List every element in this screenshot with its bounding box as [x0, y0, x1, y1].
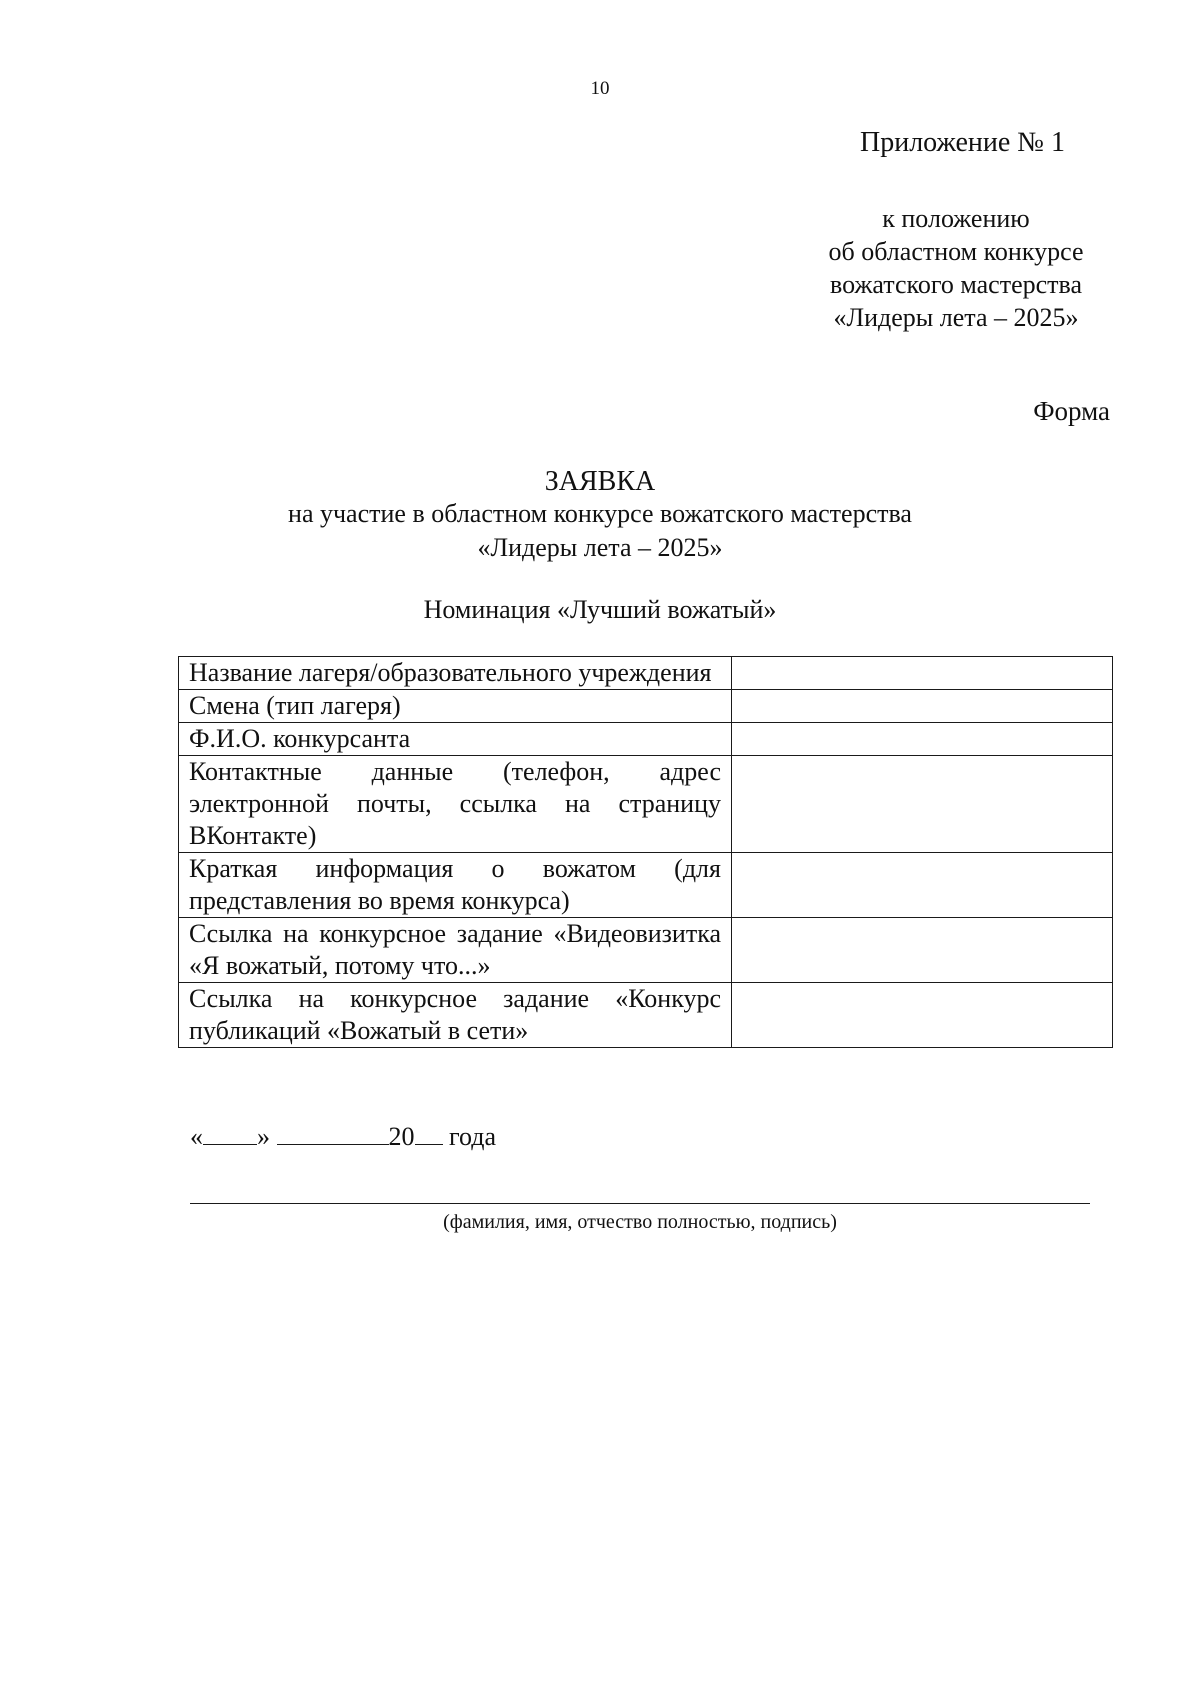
form-label: Форма [1033, 396, 1110, 426]
field-label: Название лагеря/образовательного учреждения [179, 657, 732, 690]
appendix-line: к положению [882, 204, 1030, 233]
date-line [190, 1118, 496, 1152]
table-row [179, 853, 1113, 918]
field-label: Ф.И.О. конкурсанта [179, 723, 732, 756]
field-value[interactable] [732, 756, 1113, 853]
year-blank[interactable] [415, 1118, 443, 1145]
table-row [179, 657, 1113, 690]
day-blank[interactable] [203, 1118, 257, 1145]
year-century: 20 [388, 1122, 415, 1151]
application-form-table [178, 656, 1113, 1048]
field-label: Контактные данные (телефон, адрес электронной почты, ссылка на страницу ВКонтакте) [179, 756, 732, 853]
table-row [179, 918, 1113, 983]
signature-caption: (фамилия, имя, отчество полностью, подпись) [443, 1211, 837, 1233]
date-open-quote: « [190, 1122, 203, 1151]
appendix-line: вожатского мастерства [830, 270, 1082, 299]
page-number: 10 [590, 78, 610, 99]
month-blank[interactable] [277, 1118, 389, 1145]
appendix-line: об областном конкурсе [828, 237, 1084, 266]
contest-name: «Лидеры лета – 2025» [477, 533, 723, 562]
nomination-title: Номинация «Лучший вожатый» [423, 595, 777, 624]
field-value[interactable] [732, 657, 1113, 690]
year-suffix: года [449, 1122, 497, 1151]
appendix-title: Приложение № 1 [860, 127, 1065, 158]
field-value[interactable] [732, 853, 1113, 918]
field-label: Краткая информация о вожатом (для представления во время конкурса) [179, 853, 732, 918]
table-row [179, 756, 1113, 853]
field-value[interactable] [732, 983, 1113, 1048]
document-title: ЗАЯВКА [544, 466, 656, 497]
field-value[interactable] [732, 690, 1113, 723]
table-row [179, 723, 1113, 756]
appendix-line: «Лидеры лета – 2025» [833, 303, 1079, 332]
table-row [179, 983, 1113, 1048]
field-value[interactable] [732, 918, 1113, 983]
date-close-quote: » [257, 1122, 270, 1151]
field-label: Смена (тип лагеря) [179, 690, 732, 723]
signature-line[interactable] [190, 1203, 1090, 1204]
document-subtitle: на участие в областном конкурсе вожатского мастерства [288, 499, 912, 528]
field-value[interactable] [732, 723, 1113, 756]
field-label: Ссылка на конкурсное задание «Видеовизитка «Я вожатый, потому что...» [179, 918, 732, 983]
appendix-reference [806, 202, 1106, 334]
table-row [179, 690, 1113, 723]
field-label: Ссылка на конкурсное задание «Конкурс публикаций «Вожатый в сети» [179, 983, 732, 1048]
